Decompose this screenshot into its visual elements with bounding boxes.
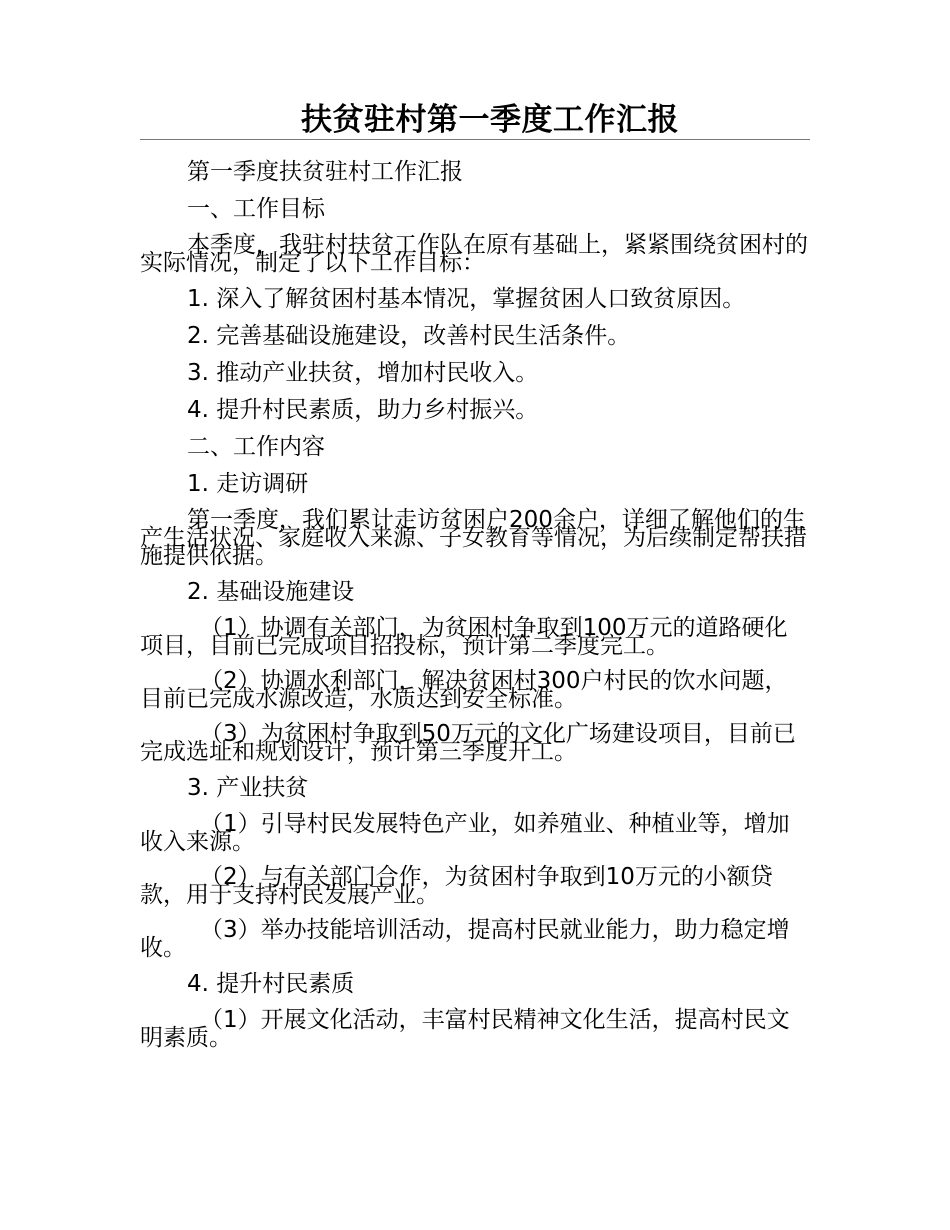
goal-item-3: 3. 推动产业扶贫，增加村民收入。	[187, 360, 539, 386]
goal-item-2: 2. 完善基础设施建设，改善村民生活条件。	[187, 323, 631, 349]
goal-item-4: 4. 提升村民素质，助力乡村振兴。	[187, 397, 539, 423]
infrastructure-item-1: （1）协调有关部门，为贫困村争取到100万元的道路硬化项目，目前已完成项目招投标，预计第二季度完工。	[140, 615, 788, 659]
subheading-industry: 3. 产业扶贫	[187, 775, 309, 801]
infrastructure-item-3: （3）为贫困村争取到50万元的文化广场建设项目，目前已完成选址和规划设计，预计第三季度开工。	[140, 721, 796, 765]
industry-item-3: （3）举办技能培训活动，提高村民就业能力，助力稳定增收。	[140, 917, 790, 961]
subheading-visits: 1. 走访调研	[187, 471, 309, 497]
industry-item-1: （1）引导村民发展特色产业，如养殖业、种植业等，增加收入来源。	[140, 811, 790, 855]
title-underline	[140, 139, 810, 140]
report-subtitle: 第一季度扶贫驻村工作汇报	[187, 159, 463, 185]
goal-item-1: 1. 深入了解贫困村基本情况，掌握贫困人口致贫原因。	[187, 286, 746, 312]
subheading-quality: 4. 提升村民素质	[187, 971, 355, 997]
document-title: 扶贫驻村第一季度工作汇报	[301, 102, 679, 138]
quality-item-1: （1）开展文化活动，丰富村民精神文化生活，提高村民文明素质。	[140, 1007, 790, 1051]
paragraph-goals-intro: 本季度，我驻村扶贫工作队在原有基础上，紧紧围绕贫困村的实际情况，制定了以下工作目标：	[140, 232, 808, 276]
infrastructure-item-2: （2）协调水利部门，解决贫困村300户村民的饮水问题，目前已完成水源改造，水质达到安全标准。	[140, 668, 788, 712]
section-heading-goals: 一、工作目标	[187, 196, 325, 222]
subheading-infrastructure: 2. 基础设施建设	[187, 579, 355, 605]
paragraph-visits: 第一季度，我们累计走访贫困户200余户，详细了解他们的生产生活状况、家庭收入来源、子女教育等情况，为后续制定帮扶措施提供依据。	[140, 507, 807, 569]
section-heading-content: 二、工作内容	[187, 434, 325, 460]
document-body	[140, 154, 810, 1056]
industry-item-2: （2）与有关部门合作，为贫困村争取到10万元的小额贷款，用于支持村民发展产业。	[140, 864, 773, 908]
